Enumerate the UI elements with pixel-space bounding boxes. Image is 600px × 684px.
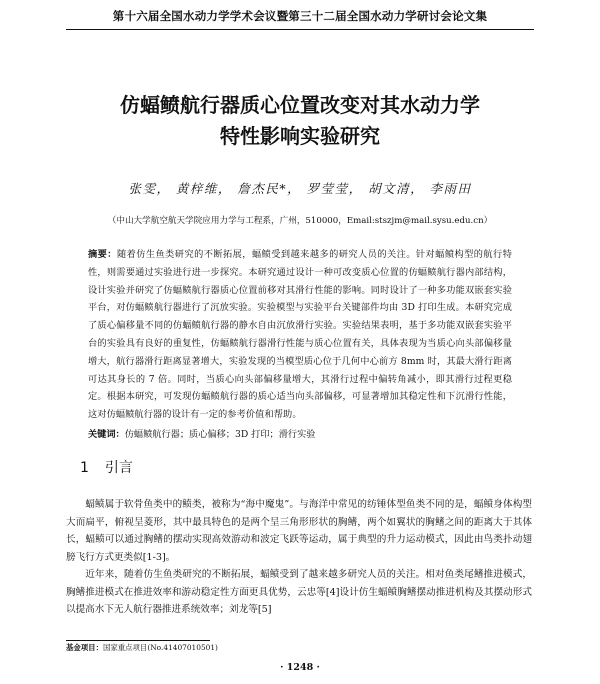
header-rule bbox=[66, 29, 534, 30]
funding-footnote bbox=[66, 642, 218, 654]
abstract bbox=[88, 246, 512, 424]
abstract-text: 随着仿生鱼类研究的不断拓展，蝠鲼受到越来越多的研究人员的关注。针对蝠鲼构型的航行特性，则需要通过实验进行进一步探究。本研究通过设计一种可改变质心位置的仿蝠鲼航行器内部结构，设计实验并研究了仿蝠鲼航行器质心位置前移对其滑行性能的影响。同时设计了一种多功能双嵌套实验平台，对仿蝠鲼航行器进行了沉放实验。实验模型与实验平台关键部件均由 3D 打印生成。本研究完成了质心偏移量不同的仿蝠鲼航行器的静水自由沉放滑行实验。实验结果表明，基于多功能双嵌套实验平台的实验具有良好的重复性，仿蝠鲼航行器滑行性能与质心位置有关，具体表现为当质心向头部偏移量增大，航行器滑行距离显著增大，实验发现的当模型质心位于几何中心前方 8mm 时，其最大滑行距离可达其身长的 7 倍。同时，当质心向头部偏移量增大，其滑行过程中偏转角减小，即其滑行过程更稳定。根据本研究，可发现仿蝠鲼航行器的质心适当向头部偏移，可显著增加其稳定性和下沉滑行性能，这对仿蝠鲼航行器的设计有一定的参考价值和帮助。 bbox=[88, 249, 512, 421]
section-heading bbox=[80, 458, 133, 478]
keywords bbox=[88, 427, 512, 443]
running-head: 第十六届全国水动力学学术会议暨第三十二届全国水动力学研讨会论文集 bbox=[112, 9, 488, 23]
abstract-label: 摘要： bbox=[88, 249, 117, 260]
body-paragraph-2: 近年来，随着仿生鱼类研究的不断拓展，蝠鲼受到了越来越多研究人员的关注。相对鱼类尾鳍推进模式，胸鳍推进模式在推进效率和游动稳定性方面更具优势，云忠等[4]设计仿生蝠鲼胸鳍摆动推进机构及其摆动形式以提高水下无人航行器推进系统效率；刘龙等[5] bbox=[66, 569, 532, 615]
title-line-1: 仿蝠鲼航行器质心位置改变对其水动力学 bbox=[120, 93, 480, 117]
title-line-2: 特性影响实验研究 bbox=[220, 124, 380, 148]
keywords-text: 仿蝠鲼航行器；质心偏移；3D 打印；滑行实验 bbox=[124, 429, 316, 440]
footnote-rule bbox=[66, 640, 210, 641]
body-paragraph-1: 蝠鲼属于软骨鱼类中的鲼类，被称为“海中魔鬼”。与海洋中常见的纺锤体型鱼类不同的是，蝠鲼身体构型大而扁平，俯视呈菱形，其中最具特色的是两个呈三角形形状的胸鳍，两个如翼状的胸鳍之间的距离大于其体长，蝠鲼可以通过胸鳍的摆动实现高效游动和波定飞跃等运动，属于典型的升力运动模式，因此由鸟类扑动翅膀飞行方式更类似[1-3]。 bbox=[66, 499, 532, 563]
section-title: 引言 bbox=[104, 460, 133, 476]
paper-title bbox=[60, 90, 540, 152]
author-list: 张雯， 黄梓维， 詹杰民*， 罗莹莹， 胡文清， 李雨田 bbox=[128, 181, 472, 196]
footnote-text: 国家重点项目(No.41407010501) bbox=[102, 643, 218, 652]
keywords-label: 关键词： bbox=[88, 429, 125, 440]
page-number: · 1248 · bbox=[280, 662, 320, 673]
body-text bbox=[66, 496, 532, 619]
footnote-label: 基金项目： bbox=[66, 643, 103, 652]
section-number: 1 bbox=[80, 460, 89, 476]
affiliation: （中山大学航空航天学院应用力学与工程系，广州，510000，Email:stszjm@mail.sysu.edu.cn） bbox=[107, 216, 493, 226]
